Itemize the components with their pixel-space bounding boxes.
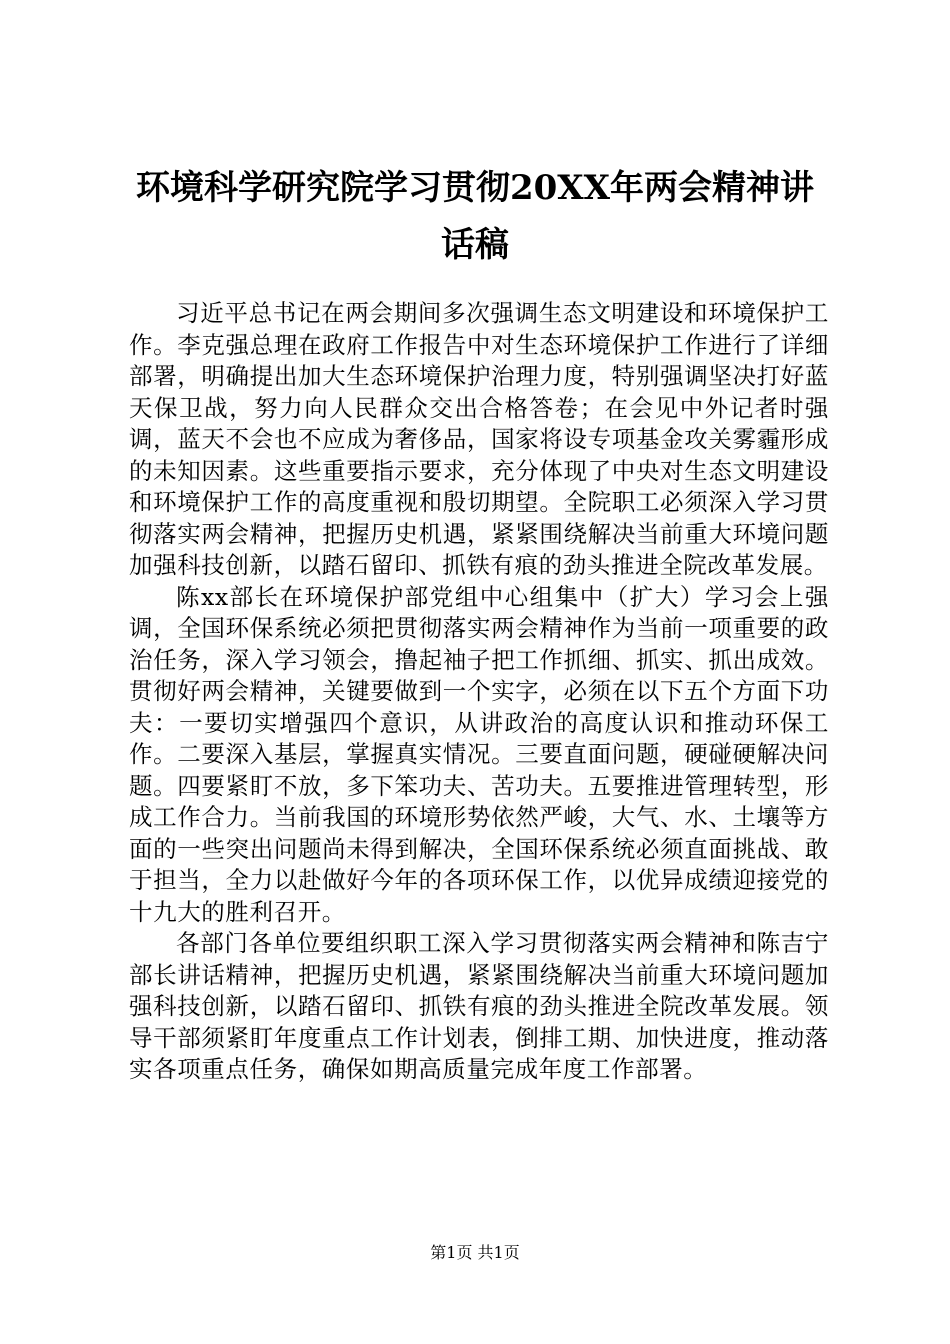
document-title: 环境科学研究院学习贯彻20XX年两会精神讲话稿 bbox=[135, 168, 815, 265]
page-number-footer: 第1页 共1页 bbox=[430, 1243, 520, 1262]
document-body bbox=[129, 298, 829, 1086]
paragraph-2: 陈xx部长在环境保护部党组中心组集中（扩大）学习会上强调，全国环保系统必须把贯彻落实两会精神作为当前一项重要的政治任务，深入学习领会，撸起袖子把工作抓细、抓实、抓出成效。贯彻好两会精神，关键要做到一个实字，必须在以下五个方面下功夫：一要切实增强四个意识，从讲政治的高度认识和推动环保工作。二要深入基层，掌握真实情况。三要直面问题，硬碰硬解决问题。四要紧盯不放，多下笨功夫、苦功夫。五要推进管理转型，形成工作合力。当前我国的环境形势依然严峻，大气、水、土壤等方面的一些突出问题尚未得到解决，全国环保系统必须直面挑战、敢于担当，全力以赴做好今年的各项环保工作，以优异成绩迎接党的十九大的胜利召开。 bbox=[129, 582, 829, 926]
paragraph-3: 各部门各单位要组织职工深入学习贯彻落实两会精神和陈吉宁部长讲话精神，把握历史机遇，紧紧围绕解决当前重大环境问题加强科技创新，以踏石留印、抓铁有痕的劲头推进全院改革发展。领导干部须紧盯年度重点工作计划表，倒排工期、加快进度，推动落实各项重点任务，确保如期高质量完成年度工作部署。 bbox=[129, 929, 829, 1083]
paragraph-1: 习近平总书记在两会期间多次强调生态文明建设和环境保护工作。李克强总理在政府工作报告中对生态环境保护工作进行了详细部署，明确提出加大生态环境保护治理力度，特别强调坚决打好蓝天保卫战，努力向人民群众交出合格答卷；在会见中外记者时强调，蓝天不会也不应成为奢侈品，国家将设专项基金攻关雾霾形成的未知因素。这些重要指示要求，充分体现了中央对生态文明建设和环境保护工作的高度重视和殷切期望。全院职工必须深入学习贯彻落实两会精神，把握历史机遇，紧紧围绕解决当前重大环境问题加强科技创新，以踏石留印、抓铁有痕的劲头推进全院改革发展。 bbox=[129, 299, 829, 579]
